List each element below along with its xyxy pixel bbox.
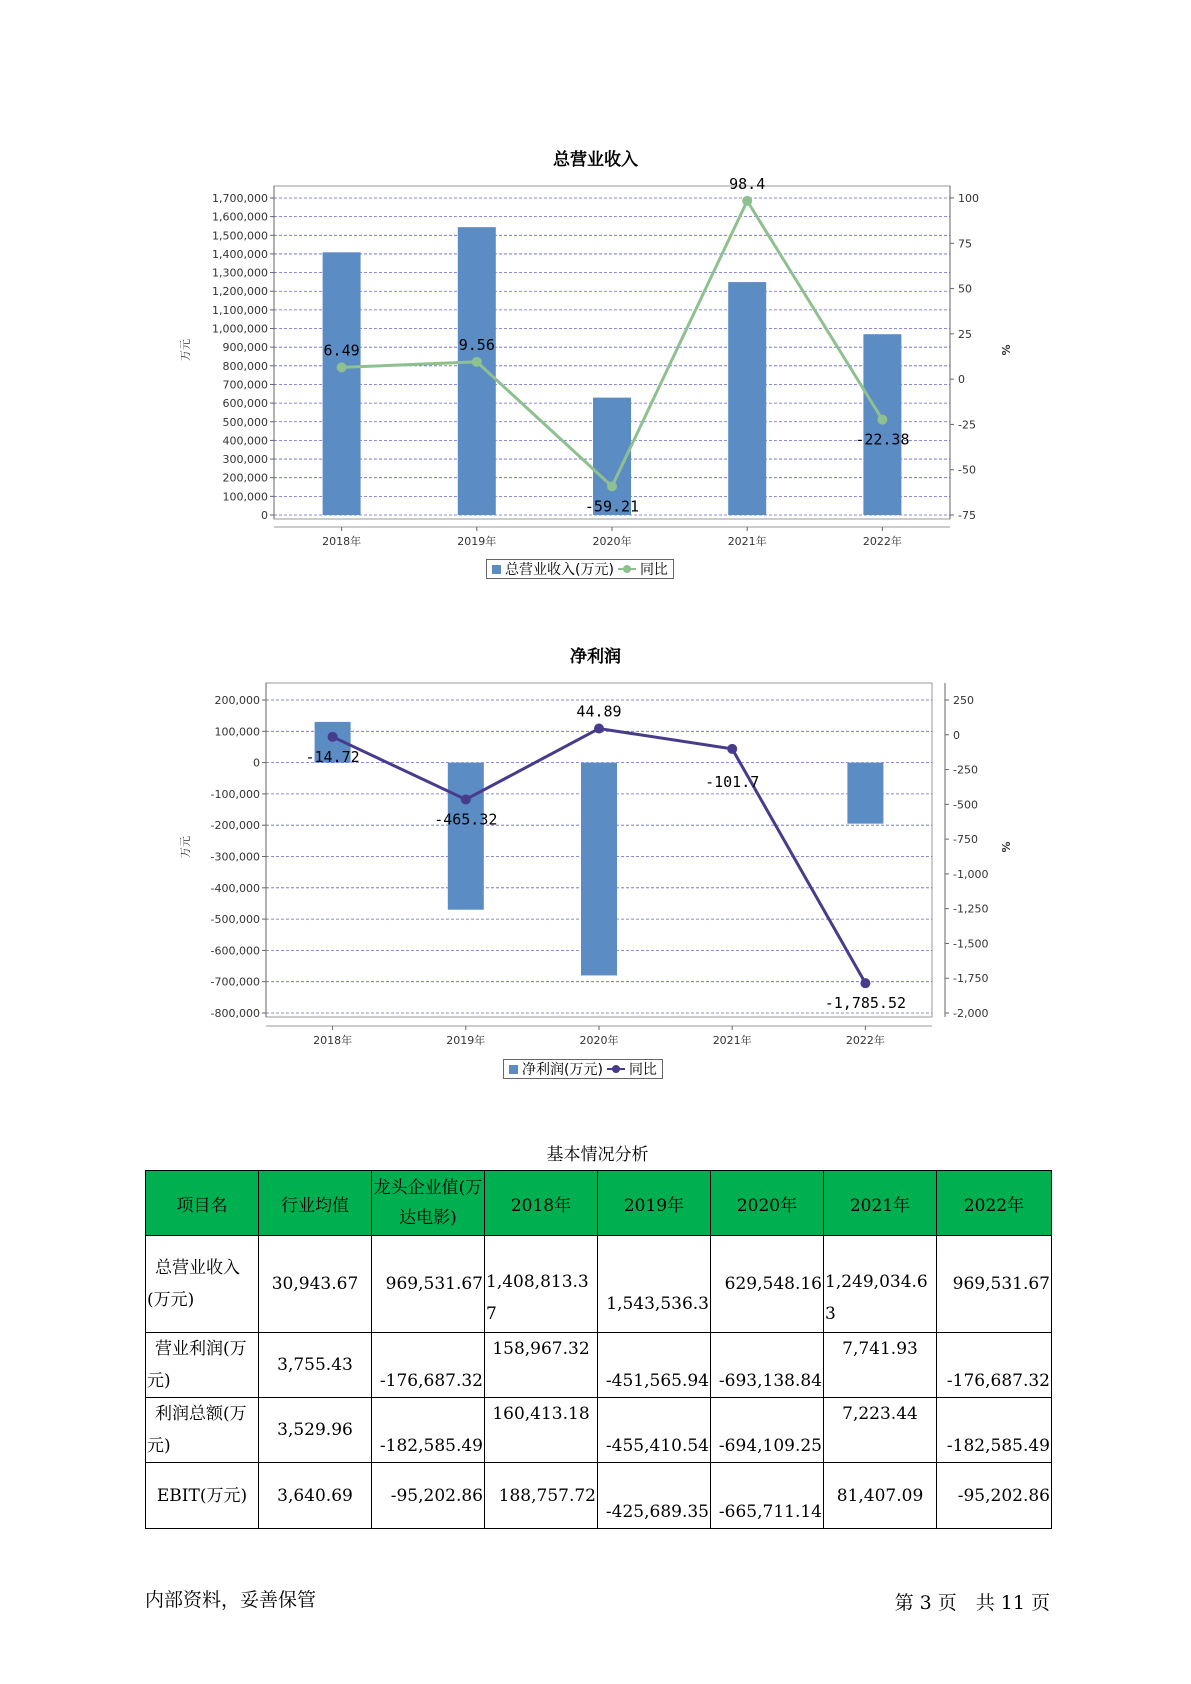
y-tick-label: -200,000 [210, 819, 260, 833]
table-cell: -665,711.14 [711, 1463, 824, 1529]
y2-tick-label: -1,750 [953, 972, 989, 986]
table-cell: -425,689.35 [598, 1463, 711, 1529]
y2-tick-label: 75 [958, 237, 972, 251]
y2-tick-label: -75 [958, 509, 976, 522]
legend-bar-label: 总营业收入(万元) [505, 562, 614, 578]
header-cell: 行业均值 [259, 1171, 372, 1236]
table-cell: 1,249,034.63 [824, 1236, 937, 1333]
yoy-point-2021年 [742, 196, 752, 206]
y-tick-label: 1,200,000 [212, 285, 268, 299]
y-tick-label: -500,000 [210, 913, 260, 927]
table-cell: 158,967.32 [485, 1333, 598, 1398]
y-tick-label: 500,000 [222, 415, 268, 429]
table-cell: 7,741.93 [824, 1333, 937, 1398]
y-tick-label: 0 [261, 509, 268, 522]
yoy-data-label: -465.32 [434, 810, 498, 829]
y-tick-label: 100,000 [222, 490, 268, 504]
table-cell: 7,223.44 [824, 1398, 937, 1463]
table-cell: 81,407.09 [824, 1463, 937, 1529]
yoy-point-2022年 [860, 978, 870, 988]
table-row [146, 1236, 1052, 1333]
header-cell: 2021年 [824, 1171, 937, 1236]
y2-tick-label: -1,250 [953, 902, 989, 916]
chart1-title: 总营业收入 [553, 150, 638, 170]
yoy-point-2020年 [607, 481, 617, 491]
x-tick-label: 2019年 [446, 1034, 486, 1047]
bar-2020年 [581, 763, 617, 976]
y-tick-label: 600,000 [222, 397, 268, 411]
yoy-data-label: -59.21 [584, 497, 640, 516]
table-cell: -451,565.94 [598, 1333, 711, 1398]
table-row [146, 1398, 1052, 1463]
x-tick-label: 2018年 [313, 1034, 353, 1047]
legend-bar-swatch [509, 1065, 518, 1074]
legend-line-swatch [618, 564, 636, 574]
table-cell: -455,410.54 [598, 1398, 711, 1463]
bar-2022年 [847, 763, 883, 824]
y-tick-label: 1,100,000 [212, 303, 268, 317]
y-tick-label: 400,000 [222, 434, 268, 448]
y-tick-label: -800,000 [210, 1007, 260, 1020]
yoy-data-label: 9.56 [458, 335, 495, 354]
table-cell: 3,529.96 [259, 1398, 372, 1463]
bar-2018年 [323, 252, 361, 515]
table-header-row [146, 1171, 1052, 1236]
table-cell: 969,531.67 [937, 1236, 1052, 1333]
yoy-point-2019年 [461, 795, 471, 805]
yoy-point-2020年 [594, 724, 604, 734]
y-tick-label: 1,600,000 [212, 210, 268, 224]
y-tick-label: 900,000 [222, 341, 268, 355]
yoy-data-label: 6.49 [323, 341, 360, 360]
x-tick-label: 2020年 [579, 1034, 619, 1047]
table-row [146, 1333, 1052, 1398]
bar-2019年 [458, 227, 496, 515]
y2-tick-label: 0 [958, 373, 965, 387]
chart2-title: 净利润 [570, 647, 621, 667]
table-cell: -176,687.32 [937, 1333, 1052, 1398]
table-cell: -694,109.25 [711, 1398, 824, 1463]
table-cell: 160,413.18 [485, 1398, 598, 1463]
y-tick-label: -600,000 [210, 944, 260, 958]
yoy-data-label: -14.72 [305, 747, 360, 766]
chart2-legend [503, 1059, 663, 1079]
y-tick-label: -300,000 [210, 850, 260, 864]
y2-tick-label: -25 [958, 418, 976, 432]
legend-bar-swatch [492, 565, 501, 574]
table-cell: -182,585.49 [372, 1398, 485, 1463]
x-tick-label: 2020年 [592, 535, 632, 548]
net-profit-chart [0, 660, 1191, 1060]
header-cell: 2022年 [937, 1171, 1052, 1236]
y-tick-label: 700,000 [222, 378, 268, 392]
yoy-point-2019年 [472, 357, 482, 367]
table-row [146, 1463, 1052, 1529]
y-tick-label: 1,300,000 [212, 266, 268, 280]
y2-tick-label: -1,500 [953, 937, 989, 951]
y-tick-label: -400,000 [210, 881, 260, 895]
table-cell: 188,757.72 [485, 1463, 598, 1529]
x-tick-label: 2021年 [727, 535, 767, 548]
table-cell: -693,138.84 [711, 1333, 824, 1398]
yoy-data-label: -22.38 [855, 430, 910, 449]
y-axis-label: 万元 [179, 836, 192, 858]
y-tick-label: 0 [253, 756, 260, 770]
yoy-point-2022年 [877, 415, 887, 425]
x-tick-label: 2018年 [322, 535, 362, 548]
y-tick-label: 1,400,000 [212, 247, 268, 261]
table-cell: 1,408,813.37 [485, 1236, 598, 1333]
row-label: 营业利润(万元) [146, 1333, 259, 1398]
legend-line-swatch [607, 1064, 625, 1074]
basic-analysis-table [145, 1170, 1052, 1529]
table-cell: -182,585.49 [937, 1398, 1052, 1463]
y2-tick-label: -2,000 [953, 1007, 989, 1020]
x-tick-label: 2021年 [712, 1034, 752, 1047]
header-cell: 2018年 [485, 1171, 598, 1236]
chart1-legend [486, 559, 674, 579]
legend-line-label: 同比 [628, 1062, 657, 1078]
bar-2019年 [448, 763, 484, 910]
row-label: 总营业收入(万元) [146, 1236, 259, 1333]
y2-axis-label: % [1000, 344, 1013, 356]
y-tick-label: 200,000 [214, 694, 260, 707]
table-cell: 1,543,536.3 [598, 1236, 711, 1333]
bar-2021年 [728, 282, 766, 515]
yoy-point-2021年 [727, 744, 737, 754]
footer-confidential-note: 内部资料，妥善保管 [145, 1589, 317, 1611]
y2-tick-label: 250 [953, 694, 974, 707]
y-tick-label: 1,000,000 [212, 322, 268, 336]
legend-bar-label: 净利润(万元) [522, 1062, 603, 1078]
table-cell: -95,202.86 [937, 1463, 1052, 1529]
revenue-chart [0, 0, 1191, 570]
table-cell: 3,640.69 [259, 1463, 372, 1529]
y2-tick-label: 0 [953, 728, 960, 742]
yoy-point-2018年 [337, 362, 347, 372]
y2-tick-label: 25 [958, 327, 972, 341]
y2-tick-label: 100 [958, 192, 979, 205]
yoy-data-label: 98.4 [729, 174, 766, 193]
y-axis-label: 万元 [179, 339, 192, 361]
table-cell: 3,755.43 [259, 1333, 372, 1398]
yoy-data-label: -1,785.52 [824, 994, 907, 1013]
y-tick-label: 1,500,000 [212, 229, 268, 243]
header-cell: 2020年 [711, 1171, 824, 1236]
y-tick-label: -100,000 [210, 787, 260, 801]
header-cell: 2019年 [598, 1171, 711, 1236]
table-cell: 30,943.67 [259, 1236, 372, 1333]
y-tick-label: -700,000 [210, 975, 260, 989]
y2-axis-label: % [1000, 841, 1013, 853]
yoy-point-2018年 [328, 732, 338, 742]
y2-tick-label: 50 [958, 282, 972, 296]
legend-line-label: 同比 [639, 562, 668, 578]
y-tick-label: 200,000 [222, 471, 268, 485]
y2-tick-label: -750 [953, 833, 978, 847]
y2-tick-label: -250 [953, 763, 978, 777]
row-label: EBIT(万元) [146, 1463, 259, 1529]
yoy-data-label: -101.7 [705, 772, 760, 791]
footer-page-number: 第 3 页 共 11 页 [894, 1592, 1050, 1614]
header-cell: 项目名 [146, 1171, 259, 1236]
table-cell: -176,687.32 [372, 1333, 485, 1398]
table-cell: 629,548.16 [711, 1236, 824, 1333]
header-cell: 龙头企业值(万达电影) [372, 1171, 485, 1236]
table-cell: 969,531.67 [372, 1236, 485, 1333]
yoy-data-label: 44.89 [576, 702, 622, 721]
row-label: 利润总额(万元) [146, 1398, 259, 1463]
y-tick-label: 1,700,000 [212, 192, 268, 205]
y2-tick-label: -500 [953, 798, 978, 812]
y2-tick-label: -50 [958, 463, 976, 477]
y-tick-label: 800,000 [222, 359, 268, 373]
y-tick-label: 300,000 [222, 453, 268, 467]
y-tick-label: 100,000 [214, 725, 260, 739]
y2-tick-label: -1,000 [953, 867, 989, 881]
x-tick-label: 2022年 [862, 535, 902, 548]
table-caption: 基本情况分析 [546, 1145, 649, 1165]
table-cell: -95,202.86 [372, 1463, 485, 1529]
x-tick-label: 2019年 [457, 535, 497, 548]
x-tick-label: 2022年 [845, 1034, 885, 1047]
